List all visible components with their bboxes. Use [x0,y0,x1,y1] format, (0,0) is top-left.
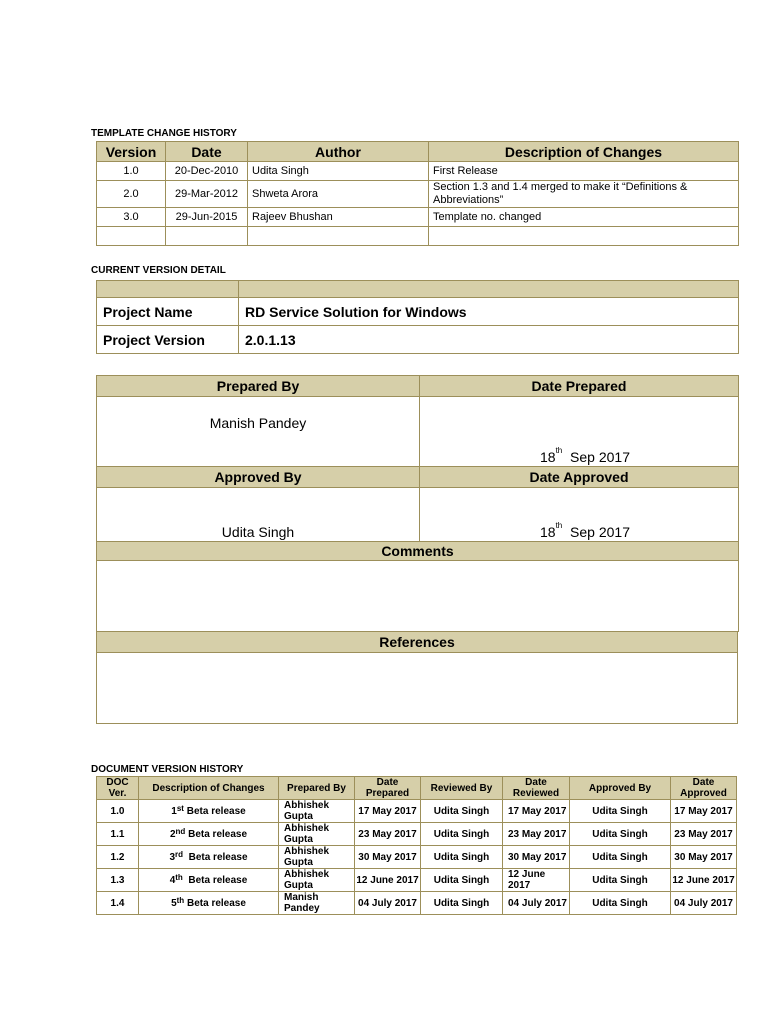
description-cell [139,892,279,915]
date-prepared-cell: 12 June 2017 [355,869,421,892]
date-prepared-label: Date Prepared [420,376,739,397]
prepared-by-cell: Abhishek Gupta [279,869,355,892]
approved-values-row [97,488,739,542]
author-cell: Udita Singh [248,162,429,181]
description-cell [139,823,279,846]
description-cell [139,846,279,869]
release-number: 1 [171,805,177,817]
prepared-by-cell: Abhishek Gupta [279,800,355,823]
version-cell: 3.0 [97,208,166,227]
release-suffix: th [175,872,183,882]
project-version-row [97,326,739,354]
project-name-row [97,298,739,326]
date-approved-cell: 17 May 2017 [671,800,737,823]
project-version-value: 2.0.1.13 [239,326,739,354]
header-date-prepared: Date Prepared [355,777,421,800]
table-row [97,823,737,846]
header-description: Description of Changes [139,777,279,800]
approved-by-cell: Udita Singh [570,800,671,823]
description-cell: Template no. changed [429,208,739,227]
table-header-row [97,777,737,800]
date-cell: 29-Mar-2012 [166,181,248,208]
date-approved-month-year: Sep 2017 [570,524,630,540]
date-approved-cell: 04 July 2017 [671,892,737,915]
prepared-by-value: Manish Pandey [97,397,420,467]
current-version-table [96,280,739,354]
header-prepared-by: Prepared By [279,777,355,800]
reviewed-by-cell: Udita Singh [421,823,503,846]
header-date: Date [166,142,248,162]
references-label: References [97,632,738,653]
table-row [97,800,737,823]
header-date-approved: Date Approved [671,777,737,800]
author-cell: Rajeev Bhushan [248,208,429,227]
reviewed-by-cell: Udita Singh [421,892,503,915]
doc-ver-cell: 1.0 [97,800,139,823]
release-number: 2 [169,828,176,840]
date-prepared-cell: 04 July 2017 [355,892,421,915]
header-approved-by: Approved By [570,777,671,800]
document-version-history-label: DOCUMENT VERSION HISTORY [91,764,244,775]
template-change-history-label: TEMPLATE CHANGE HISTORY [91,128,237,139]
approved-by-cell: Udita Singh [570,869,671,892]
version-cell: 2.0 [97,181,166,208]
reviewed-by-cell: Udita Singh [421,869,503,892]
approved-header-row [97,467,739,488]
prepared-by-cell: Abhishek Gupta [279,823,355,846]
empty-cell [429,227,739,246]
comments-header-row [97,542,739,561]
table-row [97,162,739,181]
date-approved-suffix: th [555,521,563,530]
project-name-value: RD Service Solution for Windows [239,298,739,326]
empty-cell [166,227,248,246]
reviewed-by-cell: Udita Singh [421,846,503,869]
date-prepared-value [420,397,739,467]
prepared-by-cell: Abhishek Gupta [279,846,355,869]
comments-body-row [97,561,739,632]
approved-by-label: Approved By [97,467,420,488]
approved-by-cell: Udita Singh [570,846,671,869]
template-change-history-table [96,141,739,246]
comments-body [97,561,739,632]
release-description: Beta release [188,874,248,886]
header-blank [97,281,239,298]
references-body [97,653,738,724]
doc-ver-cell: 1.2 [97,846,139,869]
header-blank [239,281,739,298]
current-version-detail-label: CURRENT VERSION DETAIL [91,265,226,276]
prepared-by-cell: Manish Pandey [279,892,355,915]
date-reviewed-cell: 17 May 2017 [503,800,570,823]
empty-cell [248,227,429,246]
header-version: Version [97,142,166,162]
date-prepared-suffix: th [555,446,563,455]
empty-cell [97,227,166,246]
references-header-row [97,632,738,653]
document-version-history-table [96,776,737,915]
date-approved-label: Date Approved [420,467,739,488]
date-approved-cell: 30 May 2017 [671,846,737,869]
description-cell [139,800,279,823]
approval-table [96,375,739,632]
description-cell [139,869,279,892]
release-number: 3 [169,851,176,863]
version-cell: 1.0 [97,162,166,181]
table-row [97,846,737,869]
release-description: Beta release [188,851,248,863]
project-version-label: Project Version [97,326,239,354]
prepared-values-row [97,397,739,467]
release-number: 4 [169,874,176,886]
date-approved-cell: 12 June 2017 [671,869,737,892]
release-suffix: th [176,895,185,905]
date-approved-value [420,488,739,542]
current-version-header-row [97,281,739,298]
header-reviewed-by: Reviewed By [421,777,503,800]
table-row-empty [97,227,739,246]
approved-by-cell: Udita Singh [570,823,671,846]
author-cell: Shweta Arora [248,181,429,208]
table-row [97,181,739,208]
references-table [96,631,738,724]
release-suffix: rd [175,849,184,859]
date-approved-day: 18 [540,524,556,540]
date-prepared-day: 18 [540,449,556,465]
table-row [97,208,739,227]
date-cell: 20-Dec-2010 [166,162,248,181]
header-author: Author [248,142,429,162]
date-prepared-cell: 23 May 2017 [355,823,421,846]
header-description: Description of Changes [429,142,739,162]
date-reviewed-cell: 12 June 2017 [503,869,570,892]
table-row [97,892,737,915]
release-description: Beta release [186,897,246,909]
release-suffix: nd [175,826,186,836]
date-prepared-cell: 30 May 2017 [355,846,421,869]
release-description: Beta release [188,828,248,840]
release-number: 5 [171,897,177,909]
approved-by-value: Udita Singh [97,488,420,542]
date-approved-cell: 23 May 2017 [671,823,737,846]
date-prepared-cell: 17 May 2017 [355,800,421,823]
doc-ver-cell: 1.1 [97,823,139,846]
date-cell: 29-Jun-2015 [166,208,248,227]
project-name-label: Project Name [97,298,239,326]
prepared-by-label: Prepared By [97,376,420,397]
comments-label: Comments [97,542,739,561]
references-body-row [97,653,738,724]
date-reviewed-cell: 23 May 2017 [503,823,570,846]
description-cell: Section 1.3 and 1.4 merged to make it “Definitions & Abbreviations” [429,181,739,208]
date-prepared-month-year: Sep 2017 [570,449,630,465]
approved-by-cell: Udita Singh [570,892,671,915]
header-date-reviewed: Date Reviewed [503,777,570,800]
doc-ver-cell: 1.3 [97,869,139,892]
header-doc-ver: DOC Ver. [97,777,139,800]
table-header-row [97,142,739,162]
doc-ver-cell: 1.4 [97,892,139,915]
date-reviewed-cell: 04 July 2017 [503,892,570,915]
release-suffix: st [176,803,184,813]
description-cell: First Release [429,162,739,181]
release-description: Beta release [186,805,246,817]
reviewed-by-cell: Udita Singh [421,800,503,823]
prepared-header-row [97,376,739,397]
table-row [97,869,737,892]
date-reviewed-cell: 30 May 2017 [503,846,570,869]
